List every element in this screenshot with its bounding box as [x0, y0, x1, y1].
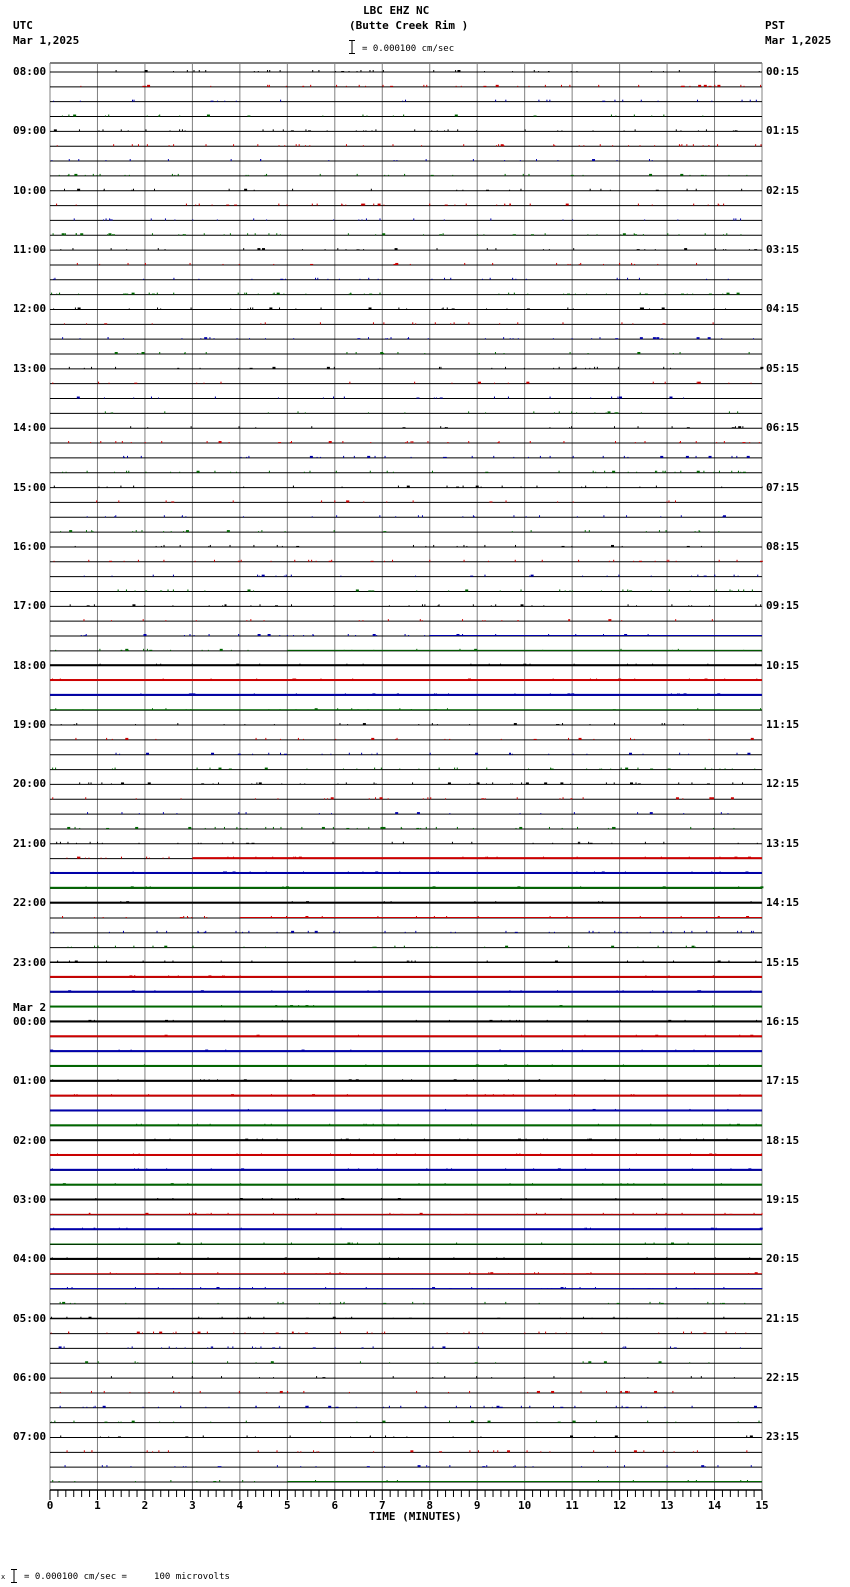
- utc-hour-label: 06:00: [13, 1371, 47, 1385]
- x-tick-label: 1: [94, 1499, 101, 1512]
- x-tick-label: 3: [189, 1499, 196, 1512]
- utc-hour-label: 08:00: [13, 65, 47, 78]
- pst-hour-label: 10:15: [766, 658, 800, 672]
- x-tick-label: 4: [236, 1499, 244, 1512]
- pst-hour-label: 05:15: [766, 361, 800, 375]
- pst-hour-label: 16:15: [766, 1014, 800, 1028]
- utc-hour-label: 09:00: [13, 124, 47, 138]
- utc-hour-label: 14:00: [13, 421, 47, 435]
- footer-scale-text: = 0.000100 cm/sec = 100 microvolts: [24, 1572, 230, 1582]
- utc-hour-label: 05:00: [13, 1311, 47, 1325]
- pst-hour-label: 22:15: [766, 1371, 800, 1385]
- utc-hour-label: 04:00: [13, 1252, 47, 1266]
- right-date: Mar 1,2025: [765, 34, 832, 47]
- x-axis-title: TIME (MINUTES): [369, 1510, 462, 1523]
- x-tick-label: 10: [518, 1499, 532, 1512]
- pst-hour-label: 15:15: [766, 955, 800, 969]
- x-tick-label: 7: [378, 1499, 386, 1512]
- utc-hour-label: 18:00: [13, 658, 47, 672]
- right-timezone: PST: [765, 19, 785, 32]
- x-tick-label: 8: [426, 1499, 434, 1512]
- pst-hour-label: 14:15: [766, 896, 800, 910]
- x-tick-label: 9: [473, 1499, 481, 1512]
- utc-hour-label: 17:00: [13, 599, 47, 613]
- pst-hour-label: 00:15: [766, 65, 800, 78]
- x-tick-label: 2: [141, 1499, 149, 1512]
- left-timezone: UTC: [13, 19, 33, 32]
- utc-hour-label: 20:00: [13, 777, 47, 791]
- pst-hour-label: 19:15: [766, 1193, 800, 1206]
- x-tick-label: 0: [46, 1499, 54, 1512]
- utc-hour-label: 12:00: [13, 302, 47, 316]
- x-tick-label: 5: [284, 1499, 291, 1512]
- left-date: Mar 1,2025: [13, 34, 80, 47]
- pst-hour-label: 08:15: [766, 539, 800, 553]
- utc-hour-label: 03:00: [13, 1193, 47, 1206]
- pst-hour-label: 04:15: [766, 302, 800, 316]
- utc-hour-label: 11:00: [13, 243, 47, 257]
- pst-hour-label: 13:15: [766, 836, 800, 850]
- pst-hour-label: 01:15: [766, 124, 800, 138]
- x-tick-label: 6: [331, 1499, 339, 1512]
- pst-hour-label: 21:15: [766, 1311, 800, 1325]
- pst-hour-label: 07:15: [766, 480, 800, 494]
- pst-hour-label: 23:15: [766, 1430, 800, 1444]
- scale-label: = 0.000100 cm/sec: [362, 44, 455, 54]
- utc-hour-label: 23:00: [13, 955, 47, 969]
- station-location: (Butte Creek Rim ): [349, 19, 469, 32]
- pst-hour-label: 06:15: [766, 421, 800, 435]
- pst-hour-label: 09:15: [766, 599, 800, 613]
- utc-hour-label: 16:00: [13, 539, 47, 553]
- pst-hour-label: 12:15: [766, 777, 800, 791]
- x-tick-label: 12: [612, 1499, 627, 1512]
- utc-hour-label: 21:00: [13, 836, 47, 850]
- utc-date-change-label: Mar 2: [13, 1000, 47, 1014]
- utc-hour-label: 02:00: [13, 1133, 47, 1147]
- footer-prefix: x: [1, 1573, 6, 1581]
- pst-hour-label: 03:15: [766, 243, 800, 257]
- footer-scale-bar-icon: [11, 1568, 17, 1582]
- utc-hour-label: 13:00: [13, 361, 47, 375]
- x-tick-label: 15: [755, 1499, 769, 1512]
- pst-hour-label: 20:15: [766, 1252, 800, 1266]
- utc-hour-label: 00:00: [13, 1014, 47, 1028]
- utc-hour-label: 07:00: [13, 1430, 47, 1444]
- pst-hour-label: 11:15: [766, 718, 800, 732]
- utc-hour-label: 22:00: [13, 896, 47, 910]
- pst-hour-label: 17:15: [766, 1074, 800, 1088]
- x-tick-label: 11: [565, 1499, 579, 1512]
- utc-hour-label: 01:00: [13, 1074, 47, 1088]
- station-title: LBC EHZ NC: [363, 4, 430, 17]
- x-tick-label: 14: [707, 1499, 722, 1512]
- pst-hour-label: 18:15: [766, 1133, 800, 1147]
- utc-hour-label: 10:00: [13, 183, 47, 197]
- utc-hour-label: 15:00: [13, 480, 47, 494]
- pst-hour-label: 02:15: [766, 183, 800, 197]
- x-tick-label: 13: [660, 1499, 674, 1512]
- utc-hour-label: 19:00: [13, 718, 47, 732]
